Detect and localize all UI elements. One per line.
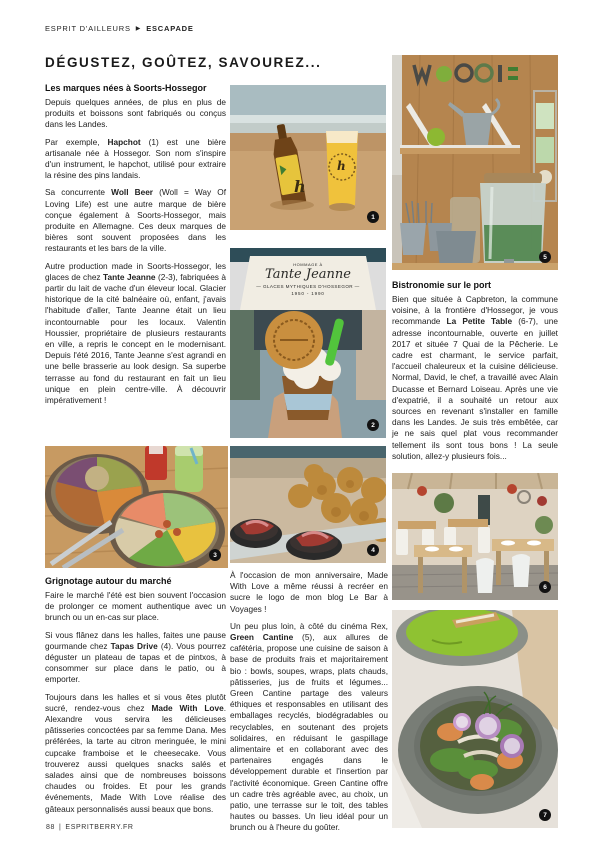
page-number: 88 — [46, 824, 55, 831]
market-paragraph: Faire le marché l'été est bien souvent l'occasion de prolonger ce moment authentique avec un brunch ou un en-cas sur place. — [45, 590, 226, 623]
photo-ref-badge: 5 — [539, 251, 551, 263]
bistronomie-paragraph: Bien que située à Capbreton, la commune voisine, à la frontière d'Hossegor, je vous recommande La Petite Table (6-7), une adresse incontournable, ouverte en juillet 2017 et située 7 Quai de la Pêcherie. Le cadre est charmant, le service parfait, l'accueil chaleureux et la cuisine délicieuse. Normal, David, le chef, a travaillé avec Alain Ducasse et Bernard Loiseau. Après une vie d'expatrié, il a souhaité un retour aux sources en revenant s'installer en famille dans les Landes. Je suis très embêtée, car je ne sais quel plat vous recommander tellement ils sont tous bons ! La seule solution, allez-y plusieurs fois... — [392, 294, 558, 461]
sign-name: Tante Jeanne — [265, 267, 351, 282]
brands-paragraph: Sa concurrente Woll Beer (Woll = Way Of Loving Life) est une autre marque de bière conçue également à Soorts-Hossegor, mais produite en Allemagne. Ces deux marques de bières sont souvent proposées dans les restaurants et les bars de la ville. — [45, 187, 226, 254]
photo-ref-badge: 3 — [209, 549, 221, 561]
photo-brunch-bowls — [45, 446, 228, 568]
photo-ref-badge: 1 — [367, 211, 379, 223]
photo-tante-jeanne-icecream — [230, 248, 386, 438]
photo-ref-badge: 2 — [367, 419, 379, 431]
photo-hapchot-beer-beach — [230, 85, 386, 230]
photo-green-cantine-shelf — [392, 55, 558, 270]
photo-ref-badge: 4 — [367, 544, 379, 556]
hapchot-label-letter: h — [294, 177, 306, 196]
photo-la-petite-table-dishes — [392, 610, 558, 828]
photo-tapas-croquettes — [230, 446, 386, 563]
beer-beach-illustration — [230, 85, 386, 230]
sign-subtitle: — GLACES MYTHIQUES D'HOSSEGOR — — [256, 284, 360, 289]
photo-ref-badge: 7 — [539, 809, 551, 821]
breadcrumb-section: ESPRIT D'AILLEURS — [45, 24, 131, 33]
brands-paragraph: Par exemple, Hapchot (1) est une bière artisanale née à Hossegor. Son nom s'inspire d'un instrument, le hapchot, utilisé pour extraire la résine des pins landais. — [45, 136, 226, 181]
hapchot-glass-letter: h — [337, 159, 346, 173]
dishes-illustration — [392, 610, 558, 828]
bowls-illustration — [45, 446, 228, 568]
footer-separator: | — [59, 824, 62, 831]
sign-top-text: HOMMAGE À — [293, 262, 323, 267]
brands-heading: Les marques nées à Soorts-Hossegor — [45, 83, 207, 93]
article-column-brands — [45, 83, 226, 412]
footer-site: ESPRITBERRY.FR — [65, 824, 134, 831]
article-column-market-continued — [230, 570, 388, 840]
market-heading: Grignotage autour du marché — [45, 576, 172, 586]
market-paragraph: Toujours dans les halles et si vous êtes plutôt sucré, rendez-vous chez Made With Love. Alexandre vous servira les délicieuses pâtisseries concoctées par sa femme Dana. Mes préférées, la tarte au citron meringuée, le mini cupcake framboise et le cheesecake. Vous trouverez aussi quelques snacks salés et salades ainsi que de nombreuses boissons chaudes ou froides. Et pour les grands événements, Made With Love réalise des gâteaux personnalisés aussi beaux que bons. — [45, 691, 226, 814]
brands-paragraph: Depuis quelques années, de plus en plus de produits et boissons sont fabriqués ou conçus dans les Landes. — [45, 97, 226, 130]
article-column-market — [45, 576, 226, 821]
market-continued-paragraph: Un peu plus loin, à côté du cinéma Rex, Green Cantine (5), aux allures de cafétéria, propose une cuisine de saison à base de produits frais et majoritairement bio : bowls, soupes, wraps, plats chauds, pâtisseries, jus de fruits et légumes... Green Cantine partage des valeurs éthiques et responsables en utilisant des emballages recyclés, biodégradables ou recyclables, en soutenant des projets solidaires, en réduisant le gaspillage alimentaire et en collaborant avec des partenaires engagés dans le développement durable et l'insertion par l'activité économique. Green Cantine offre un cadre très agréable avec, au choix, un patio, une terrasse sur le toit, des tables hautes ou basses. Un lieu idéal pour un brunch ou à l'heure du goûter. — [230, 620, 388, 833]
page-title: DÉGUSTEZ, GOÛTEZ, SAVOUREZ... — [45, 55, 322, 70]
restaurant-illustration — [392, 473, 558, 600]
photo-la-petite-table-interior — [392, 473, 558, 600]
brands-paragraph: Autre production made in Soorts-Hossegor, les glaces de chez Tante Jeanne (2-3), fabriquées à partir du lait de vache d'un éleveur local. Glacier historique de la cité balnéaire où, enfant, j'avais l'habitude d'aller, Tante Jeanne était un lieu incontournable pour les locaux. Valentin Houssier, propriétaire de plusieurs restaurants en ville, a repris le concept en le modernisant. Depuis l'été 2016, Tante Jeanne s'est agrandi en une belle brasserie au look design. Sa superbe terrasse au fond du restaurant en fait un lieu unique en plein centre-ville. À découvrir impérativement ! — [45, 260, 226, 406]
market-continued-paragraph: À l'occasion de mon anniversaire, Made With Love a même réussi à recréer en sucre le logo de mon blog Le Bar à Voyages ! — [230, 570, 388, 614]
breadcrumb-category: ESCAPADE — [146, 24, 194, 33]
market-paragraph: Si vous flânez dans les halles, faites une pause gourmande chez Tapas Drive (4). Vous pourrez déguster un plateau de tapas et de pintxos, à consommer sur place dans le patio, ou à emporter. — [45, 629, 226, 685]
breadcrumb — [45, 24, 194, 33]
tapas-illustration — [230, 446, 386, 563]
breadcrumb-arrow-icon: ▶ — [135, 26, 142, 32]
bistronomie-heading: Bistronomie sur le port — [392, 280, 492, 290]
shelf-illustration — [392, 55, 558, 270]
photo-ref-badge: 6 — [539, 581, 551, 593]
page-footer — [46, 824, 133, 831]
sign-years: 1950 - 1990 — [291, 291, 325, 296]
tante-jeanne-sign — [230, 262, 386, 296]
article-column-bistronomie — [392, 280, 558, 468]
